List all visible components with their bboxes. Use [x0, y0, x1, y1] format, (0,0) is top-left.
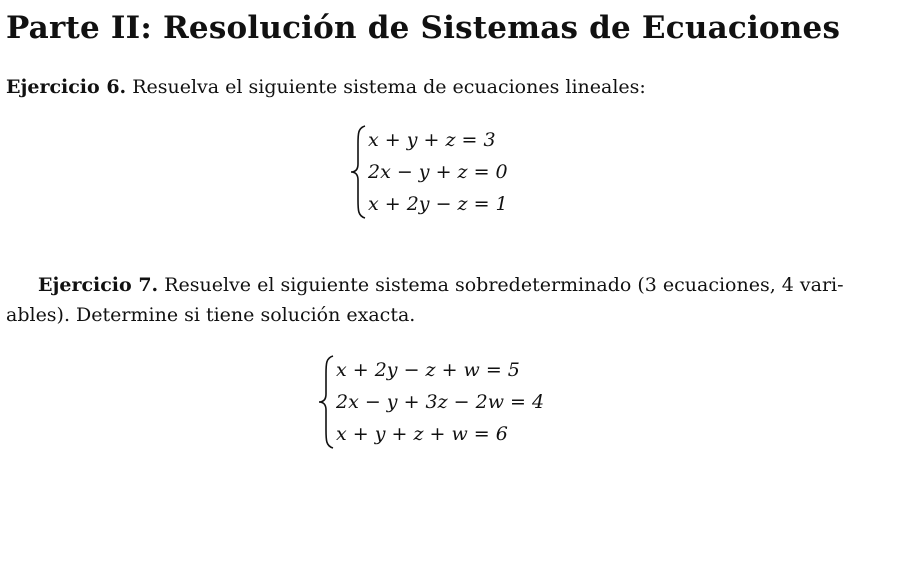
exercise-7-equation-1: x + 2y − z + w = 5 — [336, 359, 520, 381]
exercise-6-equation-1: x + y + z = 3 — [368, 129, 496, 151]
exercise-6-text: Resuelva el siguiente sistema de ecuaciones lineales: — [132, 76, 646, 98]
exercise-7-label: Ejercicio 7. — [38, 274, 159, 296]
left-brace-icon — [350, 124, 366, 220]
exercise-6-equation-3: x + 2y − z = 1 — [368, 193, 508, 215]
exercise-7-text-line-1: Resuelve el siguiente sistema sobredeterminado (3 ecuaciones, 4 vari- — [164, 274, 844, 296]
exercise-7-text-line-2: ables). Determine si tiene solución exacta. — [6, 304, 416, 326]
exercise-6-system — [350, 124, 508, 220]
exercise-7-system — [318, 354, 544, 450]
exercise-6-label: Ejercicio 6. — [6, 76, 127, 98]
left-brace-icon — [318, 354, 334, 450]
exercise-6-statement — [6, 76, 646, 98]
exercise-7-statement — [38, 274, 844, 296]
section-title: Parte II: Resolución de Sistemas de Ecuaciones — [6, 10, 841, 46]
exercise-7-equation-2: 2x − y + 3z − 2w = 4 — [336, 391, 545, 413]
exercise-7-equation-3: x + y + z + w = 6 — [336, 423, 508, 445]
exercise-6-equation-2: 2x − y + z = 0 — [368, 161, 508, 183]
